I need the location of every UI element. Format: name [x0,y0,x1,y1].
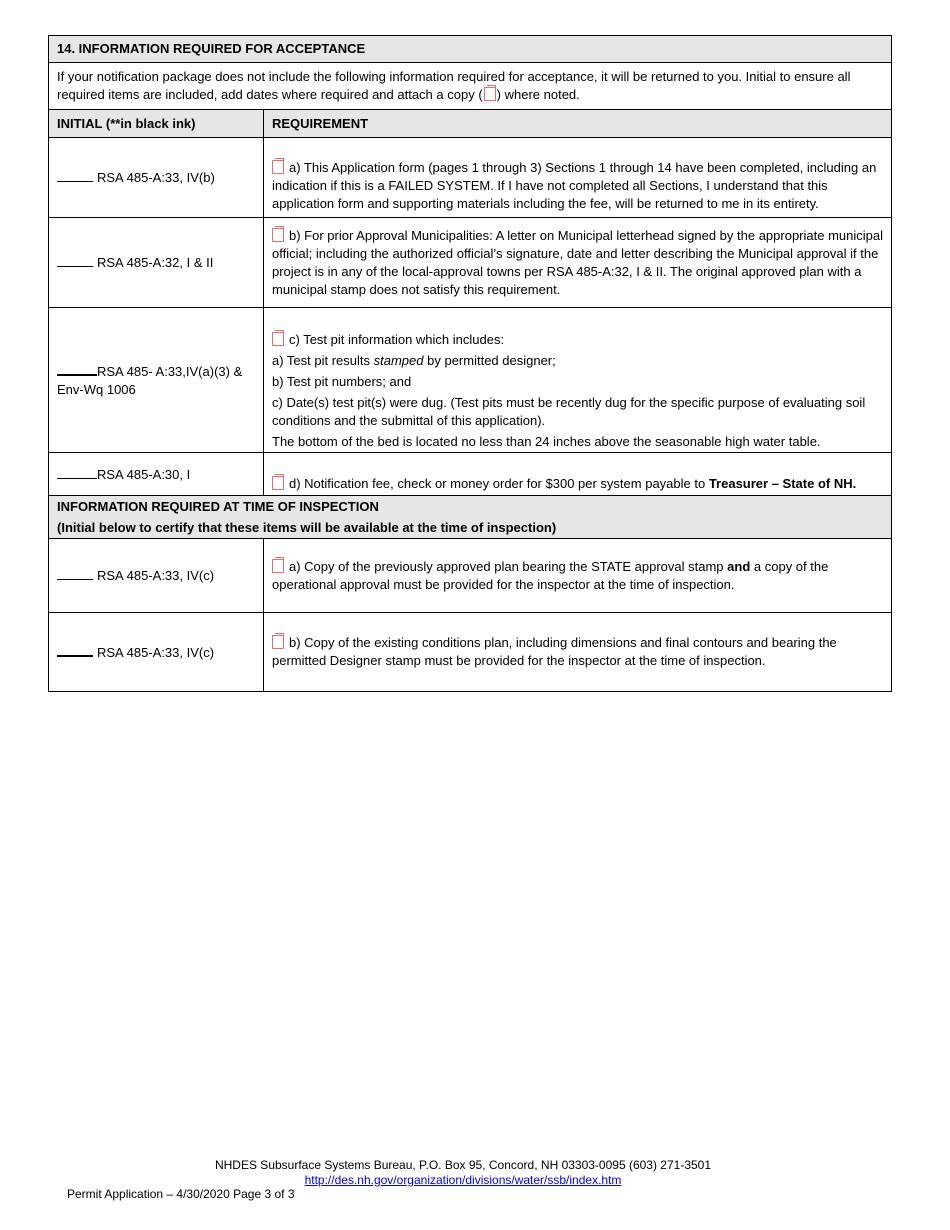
intro-text: If your notification package does not include the following information required for acceptance, it will be returned to you. Initial to ensure all required items are included, add dates where required and attach a copy ( [57,69,851,102]
payee-name: Treasurer – State of NH. [708,476,857,491]
initial-blank[interactable] [57,254,93,267]
footer-address: NHDES Subsurface Systems Bureau, P.O. Box 95, Concord, NH 03303-0095 (603) 271-3501 [214,1158,712,1172]
statute-ref: RSA 485-A:33, IV(c) [97,567,215,583]
column-header-initial: INITIAL (**in black ink) [49,110,264,138]
test-pit-item-b: b) Test pit numbers; and [272,374,412,389]
test-pit-item-c: c) Date(s) test pit(s) were dug. (Test pits must be recently dug for the specific purpose of evaluating soil conditions and the submittal of this application). [272,395,866,428]
initial-blank[interactable] [57,643,93,657]
requirement-text: b) Copy of the existing conditions plan, including dimensions and final contours and bearing the permitted Designer stamp must be provided for the inspector at the time of inspection. [272,635,837,668]
initial-blank[interactable] [57,362,97,376]
section-intro [49,63,892,110]
intro-text-end: ) where noted. [496,87,580,102]
requirement-text: b) For prior Approval Municipalities: A letter on Municipal letterhead signed by the appropriate municipal official; including the authorized official’s signature, date and letter describing the Municipal approval if the project is in any of the local-approval towns per RSA 485-A:32, I & II. The original approved plan with a municipal stamp does not satisfy this requirement. [272,227,883,297]
initial-blank[interactable] [57,169,93,182]
requirement-text-end: a copy of the operational approval must be provided for the inspector at the time of inspection. [272,558,829,592]
attachment-icon [272,332,284,346]
inspection-subtitle: (Initial below to certify that these items will be available at the time of inspection) [57,520,557,535]
attachment-icon [484,87,496,101]
statute-ref: RSA 485-A:33, IV(c) [97,644,215,660]
requirement-emphasis: and [727,558,751,574]
initial-cell [49,308,264,453]
bed-depth-note: The bottom of the bed is located no less than 24 inches above the seasonable high water table. [272,434,821,449]
statute-ref: RSA 485- A:33,IV(a)(3) & [97,363,243,379]
footer-url-link[interactable]: http://des.nh.gov/organization/divisions/water/ssb/index.htm [304,1173,622,1187]
statute-ref: RSA 485-A:33, IV(b) [97,169,215,185]
inspection-title: INFORMATION REQUIRED AT TIME OF INSPECTION [57,499,379,514]
requirement-text: d) Notification fee, check or money order for $300 per system payable to [289,476,709,491]
test-pit-item-a: a) Test pit results [272,353,374,368]
footer-page-label: Permit Application – 4/30/2020 Page 3 of 3 [67,1187,295,1201]
test-pit-item-a-emphasis: stamped [373,353,424,368]
statute-ref: RSA 485-A:30, I [97,467,191,482]
attachment-icon [272,635,284,649]
requirement-cell [264,308,892,453]
footer-link-wrap [0,1173,938,1188]
requirement-cell [264,539,892,613]
attachment-icon [272,160,284,174]
requirement-cell [264,138,892,218]
attachment-icon [272,476,284,490]
initial-cell [49,613,264,692]
column-header-requirement: REQUIREMENT [264,110,892,138]
initial-blank[interactable] [57,466,97,479]
requirements-table [48,35,892,692]
attachment-icon [272,559,284,573]
attachment-icon [272,228,284,242]
initial-cell [49,138,264,218]
requirement-text: c) Test pit information which includes: [289,332,505,347]
initial-cell [49,218,264,308]
initial-cell [49,453,264,496]
requirement-text: a) Copy of the previously approved plan bearing the STATE approval stamp [289,558,728,574]
statute-ref: RSA 485-A:32, I & II [97,254,214,270]
statute-ref-rule: Env-Wq 1006 [57,381,136,397]
inspection-header [49,496,892,539]
initial-cell [49,539,264,613]
requirement-cell [264,453,892,496]
initial-blank[interactable] [57,567,93,580]
section-title: 14. INFORMATION REQUIRED FOR ACCEPTANCE [49,36,892,63]
requirement-cell [264,218,892,308]
requirement-cell [264,613,892,692]
test-pit-item-a-end: by permitted designer; [423,353,556,368]
requirement-text: a) This Application form (pages 1 through 3) Sections 1 through 14 have been completed, including an indication if this is a FAILED SYSTEM. If I have not completed all Sections, I understand that this application form and supporting materials including the fee, will be returned to me in its entirety. [272,159,877,211]
